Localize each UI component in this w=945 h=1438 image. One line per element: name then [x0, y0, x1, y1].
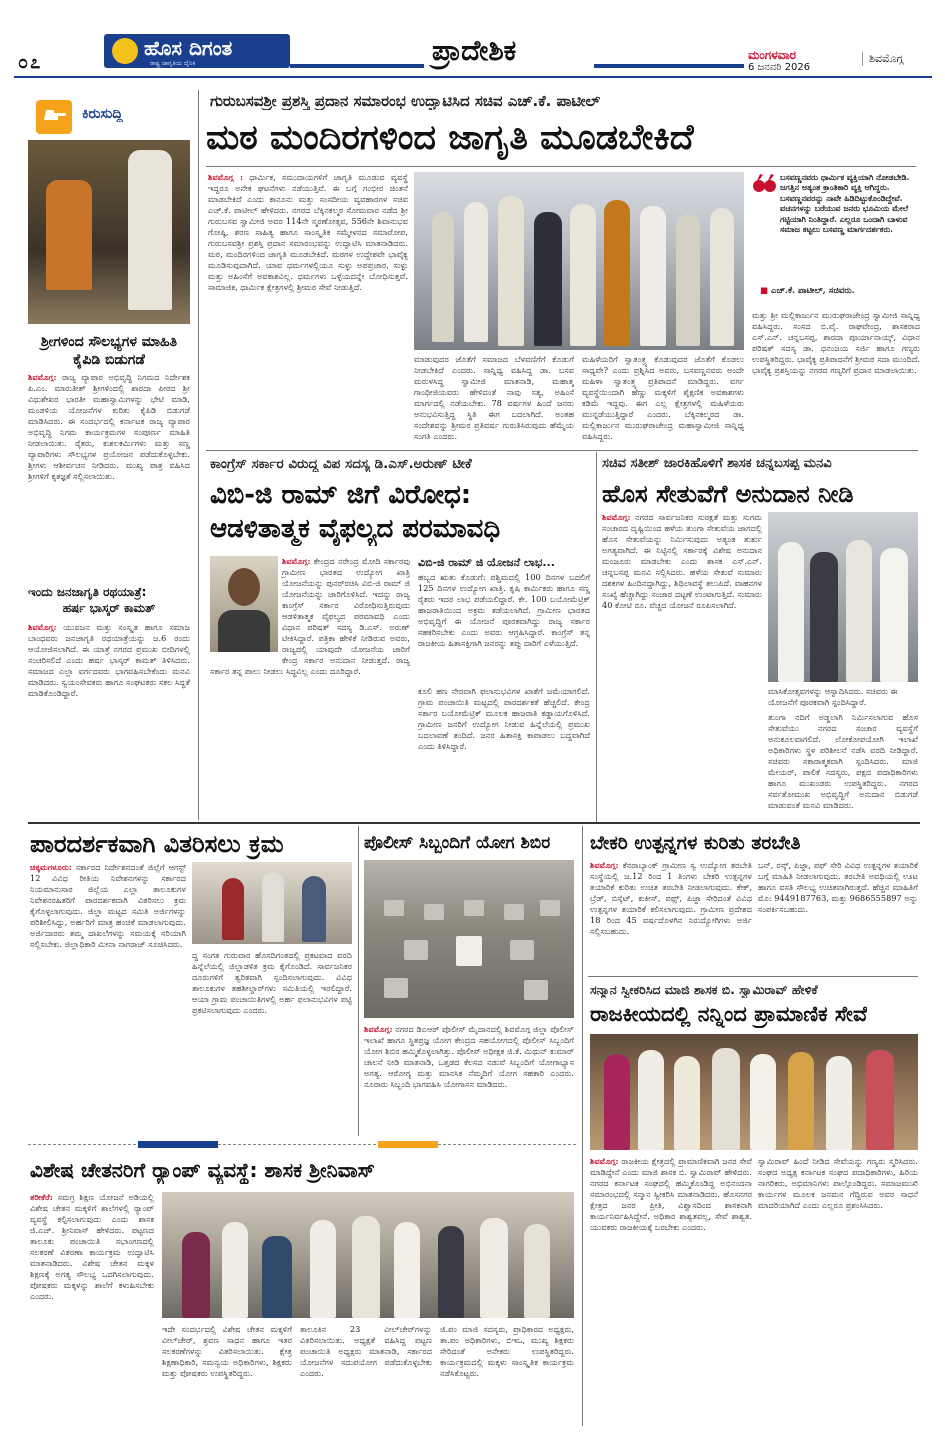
- column-rule: [198, 90, 199, 820]
- dateline: ಶಿವಮೊಗ್ಗ:: [590, 860, 619, 870]
- lead-col4: [752, 310, 920, 446]
- ramp-col2: [162, 1324, 292, 1428]
- swamirao-col2: [758, 1156, 918, 1428]
- column-rule: [358, 826, 359, 1136]
- story-text: ಕೇಂದ್ರದ ನರೇಂದ್ರ ಮೋದಿ ಸರ್ಕಾರವು ಗ್ರಾಮೀಣ ಭಾರತದ ಉದ್ಯೋಗ ಖಾತ್ರಿ ಯೋಜನೆಯನ್ನು ಪುನರ್‌ರಚಿಸಿ ವಿಬಿ-ಜಿ ರಾಮ್ ಜಿ ಯೋಜನೆಯನ್ನು ಜಾರಿಗೊಳಿಸಿದೆ. ಇದನ್ನು ರಾಜ್ಯ ಕಾಂಗ್ರೆಸ್ ಸರ್ಕಾರ ವಿರೋಧಿಸುತ್ತಿರುವುದು ಆಡಳಿತಾತ್ಮಕ ವೈಫಲ್ಯದ ಪರಮಾವಧಿ ಎಂದು ವಿಧಾನ ಪರಿಷತ್ ಸದಸ್ಯ ಡಿ.ಎಸ್. ಅರುಣ್ ಟೀಕಿಸಿದ್ದಾರೆ. ಪತ್ರಿಕಾ ಹೇಳಿಕೆ ನೀಡಿರುವ ಅವರು, ರಾಜ್ಯದಲ್ಲಿ ಯಾವುದೇ ಯೋಜನೆಯ ಜಾರಿಗೆ ಕೇಂದ್ರ ಸರ್ಕಾರ ಅನುದಾನ ನೀಡುತ್ತದೆ. ರಾಜ್ಯ ಸರ್ಕಾರ ತನ್ನ ಪಾಲು ನೀಡಲು ಸಿದ್ಧವಿಲ್ಲ ಎಂದು ದೂರಿದ್ದಾರೆ.: [210, 556, 410, 676]
- logo-emblem-icon: [112, 38, 138, 64]
- dateline: ಶಿವಮೊಗ್ಗ:: [590, 1156, 619, 1166]
- arun-kicker: ಕಾಂಗ್ರೆಸ್ ಸರ್ಕಾರ ವಿರುದ್ಧ ವಿಪ ಸದಸ್ಯ ಡಿ.ಎಸ್.ಅರುಣ್ ಟೀಕೆ: [210, 456, 472, 472]
- story-text: ಬನ್, ರಸ್ಕ್, ಪಿಜ್ಜಾ, ಪಫ್ ಸೇರಿ ವಿವಿಧ ಉತ್ಪನ್ನಗಳ ತಯಾರಿಕೆ ಬಗ್ಗೆ ಮಾಹಿತಿ ನೀಡಲಾಗುವುದು. ತರಬೇತಿ ಅವಧಿಯಲ್ಲಿ ಊಟ ಹಾಗೂ ವಸತಿ ಸೌಲಭ್ಯ ಉಚಿತವಾಗಿರುತ್ತದೆ. ಹೆಚ್ಚಿನ ಮಾಹಿತಿಗೆ ಮೊ: 9449187763, ಮತ್ತು 9686555897 ಅನ್ನು ಸಂಪರ್ಕಿಸಬಹುದು.: [758, 860, 918, 914]
- ramp-col3: [300, 1324, 432, 1428]
- story-text: ಸಮಗ್ರ ಶಿಕ್ಷಣ ಯೋಜನೆ ಅಡಿಯಲ್ಲಿ ವಿಶೇಷ ಚೇತನ ಮಕ್ಕಳಿಗೆ ಶಾಲೆಗಳಲ್ಲಿ ರ್‍ಯಾಂಪ್ ವ್ಯವಸ್ಥೆ ಕಲ್ಪಿಸಲಾಗುವುದು ಎಂದು ಶಾಸಕ ಜಿ.ಎಚ್. ಶ್ರೀನಿವಾಸ್ ಹೇಳಿದರು. ಪಟ್ಟಣದ ತಾಲೂಕು ಪಂಚಾಯಿತಿ ಸಭಾಂಗಣದಲ್ಲಿ ಸಲಕರಣೆ ವಿತರಣಾ ಕಾರ್ಯಕ್ರಮ ಉದ್ಘಾಟಿಸಿ ಮಾತನಾಡಿದರು. ವಿಶೇಷ ಚೇತನ ಮಕ್ಕಳ ಶಿಕ್ಷಣಕ್ಕೆ ಅಗತ್ಯ ಸೌಲಭ್ಯ ಒದಗಿಸಲಾಗುವುದು. ಪೋಷಕರು ಮಕ್ಕಳನ್ನು ಶಾಲೆಗೆ ಕಳುಹಿಸಬೇಕು ಎಂದರು.: [30, 1192, 154, 1301]
- headline-line: ಹರ್ಷ ಭಾಸ್ಕರ್ ಕಾಮತ್: [62, 601, 156, 615]
- kirusuddi-story1-body: [28, 372, 190, 578]
- lead-col1: [208, 172, 408, 442]
- column-rule: [596, 452, 597, 822]
- page-number: ೦೭: [18, 52, 43, 73]
- dateline: ಶಿವಮೊಗ್ಗ :: [208, 172, 243, 182]
- quote-author-text: ಎಚ್.ಕೆ. ಪಾಟೀಲ್, ಸಚಿವರು.: [771, 286, 855, 296]
- paradarshaka-col2: [192, 950, 352, 1132]
- satish-caption: ಮಾಸಿಕೋತ್ಸವಗಳನ್ನು ಆಸ್ವಾದಿಸಿದರು. ಸಚಿವರು ಈ ಯೋಜನೆಗೆ ಪೂರಕವಾಗಿ ಸ್ಪಂದಿಸಿದ್ದಾರೆ.: [768, 686, 898, 707]
- section-rule: [588, 976, 918, 977]
- dateline: ಶಿವಮೊಗ್ಗ:: [282, 556, 311, 566]
- paradarshaka-photo: [192, 862, 352, 944]
- column-rule: [582, 826, 583, 1426]
- logo-text: ಹೊಸ ದಿಗಂತ: [144, 36, 233, 60]
- ramp-col4: [440, 1324, 574, 1428]
- satish-col2: [768, 712, 918, 814]
- dateline: ಶಿವಮೊಗ್ಗ:: [602, 512, 631, 522]
- arun-col3: [418, 686, 590, 814]
- kirusuddi-story1-headline-text: ಶ್ರೀಗಳಿಂದ ಸೌಲಭ್ಯಗಳ ಮಾಹಿತಿ ಕೈಪಿಡಿ ಬಿಡುಗಡೆ: [40, 334, 178, 368]
- kirusuddi-icon-box: [36, 100, 72, 134]
- section-title: ಪ್ರಾದೇಶಿಕ: [432, 34, 517, 67]
- kirusuddi-story1-headline: [28, 333, 190, 369]
- arun-headline: [210, 478, 500, 546]
- swamirao-kicker: ಸನ್ಮಾನ ಸ್ವೀಕರಿಸಿದ ಮಾಜಿ ಶಾಸಕ ಬಿ. ಸ್ವಾಮಿರಾವ್ ಹೇಳಿಕೆ: [590, 982, 818, 997]
- headline-line: ವಿಬಿ-ಜಿ ರಾಮ್ ಜಿಗೆ ವಿರೋಧ:: [210, 480, 472, 510]
- story-text: ನಗರದ ಸಾರ್ವಜನಿಕರ ಸುರಕ್ಷತೆ ಮತ್ತು ಸುಗಮ ಸಂಚಾರದ ದೃಷ್ಟಿಯಿಂದ ಹಳೆಯ ತುಂಗಾ ಸೇತುವೆಯ ಜಾಗದಲ್ಲಿ ಹೊಸ ಸೇತುವೆಯನ್ನು ನಿರ್ಮಿಸುವುದು ಅತ್ಯಂತ ತುರ್ತು ಅಗತ್ಯವಾಗಿದೆ. ಈ ನಿಟ್ಟಿನಲ್ಲಿ ಸರ್ಕಾರಕ್ಕೆ ವಿಶೇಷ ಅನುದಾನ ಮಂಜೂರು ಮಾಡಬೇಕು ಎಂದು ಶಾಸಕ ಎಸ್.ಎನ್. ಚನ್ನಬಸಪ್ಪ ಮನವಿ ಸಲ್ಲಿಸಿದರು. ಹಳೆಯ ಸೇತುವೆ ಸುಮಾರು ದಶಕಗಳ ಹಿಂದಿನದ್ದಾಗಿದ್ದು, ಶಿಥಿಲಾವಸ್ಥೆ ತಲುಪಿದೆ. ವಾಹನಗಳ ಸಂಖ್ಯೆ ಹೆಚ್ಚಾಗಿದ್ದು ಸಂಚಾರ ದಟ್ಟಣೆ ಉಂಟಾಗುತ್ತಿದೆ. ಸುಮಾರು 40 ಕೋಟಿ ರೂ. ವೆಚ್ಚದ ಯೋಜನೆ ರೂಪಿಸಲಾಗಿದೆ.: [602, 512, 762, 610]
- story-text: ರಾಜಕೀಯ ಕ್ಷೇತ್ರದಲ್ಲಿ ಪ್ರಾಮಾಣಿಕವಾಗಿ ಜನರ ಸೇವೆ ಮಾಡಿದ್ದೇನೆ ಎಂದು ಮಾಜಿ ಶಾಸಕ ಬಿ. ಸ್ವಾಮಿರಾವ್ ಹೇಳಿದರು. ನಗರದ ಕರ್ನಾಟಕ ಸಂಘದಲ್ಲಿ ಹಮ್ಮಿಕೊಂಡಿದ್ದ ಅಭಿನಂದನಾ ಸಮಾರಂಭದಲ್ಲಿ ಸನ್ಮಾನ ಸ್ವೀಕರಿಸಿ ಮಾತನಾಡಿದರು. ಹೊಸನಗರ ಕ್ಷೇತ್ರದ ಜನರ ಪ್ರೀತಿ, ವಿಶ್ವಾಸದಿಂದ ಶಾಸಕನಾಗಿ ಕಾರ್ಯನಿರ್ವಹಿಸಿದ್ದೇನೆ. ಅಧಿಕಾರ ಶಾಶ್ವತವಲ್ಲ, ಸೇವೆ ಶಾಶ್ವತ. ಯುವಕರು ರಾಜಕೀಯಕ್ಕೆ ಬರಬೇಕು ಎಂದರು.: [590, 1156, 752, 1232]
- section-rule: [28, 822, 920, 824]
- dateline: ಶಿವಮೊಗ್ಗ:: [364, 1024, 393, 1034]
- arun-col2: [418, 572, 590, 682]
- logo-tagline: ರಾಷ್ಟ್ರ ಜಾಗೃತಿಯ ದೈನಿಕ: [150, 60, 196, 67]
- story-text: ಇದೇ ಸಂದರ್ಭದಲ್ಲಿ ವಿಶೇಷ ಚೇತನ ಮಕ್ಕಳಿಗೆ ವೀಲ್‌ಚೇರ್, ಶ್ರವಣ ಸಾಧನ ಹಾಗೂ ಇತರ ಸಲಕರಣೆಗಳನ್ನು ವಿತರಿಸಲಾಯಿತು. ಕ್ಷೇತ್ರ ಶಿಕ್ಷಣಾಧಿಕಾರಿ, ಸಮನ್ವಯ ಅಧಿಕಾರಿಗಳು, ಶಿಕ್ಷಕರು ಮತ್ತು ಪೋಷಕರು ಉಪಸ್ಥಿತರಿದ್ದರು.: [162, 1324, 292, 1378]
- quote-mark-icon: [752, 172, 776, 194]
- masthead-divider: [14, 76, 932, 78]
- lead-rule: [206, 166, 916, 167]
- story-text: ಮಾಡುವುದರ ಜೊತೆಗೆ ಸಮಾಜದ ಬೆಳವಣಿಗೆಗೆ ಕೊಡುಗೆ ನೀಡಬೇಕಿದೆ ಎಂದರು. ಸಾನ್ನಿಧ್ಯ ವಹಿಸಿದ್ದ ಡಾ. ಬಸವ ಮರುಳಸಿದ್ಧ ಸ್ವಾಮೀಜಿ ಮಾತನಾಡಿ, ಮಹಾತ್ಮ ಗಾಂಧೀಜಿಯವರು ಹೇಳಿದಂತೆ ನಾವು ಸತ್ಯ, ಅಹಿಂಸೆ ಮಾರ್ಗದಲ್ಲಿ ನಡೆಯಬೇಕು. 78 ವರ್ಷಗಳ ಹಿಂದೆ ಜನರು ಅನುಭವಿಸುತ್ತಿದ್ದ ಸ್ಥಿತಿ ಈಗ ಬದಲಾಗಿದೆ. ಅಂತಹ ಸಂದೇಶವನ್ನು ಶ್ರೀಮಠ ಪ್ರತಿವರ್ಷ ಗುರುತಿಸಿರುವುದು ಹೆಮ್ಮೆಯ ಸಂಗತಿ ಎಂದರು.: [414, 354, 574, 441]
- story-text: ರಾಜ್ಯ ವ್ಯಾಪಾರ ಅಭಿವೃದ್ಧಿ ನಿಗಮದ ನಿರ್ದೇಶಕ ಪಿ.ಎಂ. ಮಾರುತೀಶ್ ಶ್ರೀಗಳಿಂದಲ್ಲಿ ಶಾರದಾ ಪೀಠದ ಶ್ರೀ ವಿಧುಶೇಖರ ಭಾರತೀ ಮಹಾಸ್ವಾಮಿಗಳನ್ನು ಭೇಟಿ ಮಾಡಿ, ಮಂಡಳಿಯ ಯೋಜನೆಗಳ ಕುರಿತು ಕೈಪಿಡಿ ಬಿಡುಗಡೆ ಮಾಡಿಸಿದರು. ಈ ಸಂದರ್ಭದಲ್ಲಿ ಕರ್ನಾಟಕ ರಾಜ್ಯ ವ್ಯಾಪಾರ ಅಭಿವೃದ್ಧಿ ನಿಗಮ ಕಾರ್ಯಕ್ರಮಗಳ ಸಂಪೂರ್ಣ ಮಾಹಿತಿ ನೀಡಲಾಯಿತು. ರೈತರು, ಕುಶಲಕರ್ಮಿಗಳು ಮತ್ತು ಸಣ್ಣ ವ್ಯಾಪಾರಿಗಳು ಸೌಲಭ್ಯಗಳ ಪ್ರಯೋಜನ ಪಡೆದುಕೊಳ್ಳಬೇಕು. ಶ್ರೀಗಳು ಆಶೀರ್ವಚನ ನೀಡಿದರು. ಮುಖ್ಯ ಪಾತ್ರ ವಹಿಸಿದ ಶ್ರೀಗಳಿಗೆ ಕೃತಜ್ಞತೆ ಸಲ್ಲಿಸಲಾಯಿತು.: [28, 372, 190, 481]
- satish-col1: [602, 512, 762, 814]
- story-text: ಸರ್ಕಾರದ ನಿರ್ದೇಶನದಂತೆ ಜಿಲ್ಲೆಗೆ ಆಗಸ್ಟ್ 12 ವಿವಿಧ ರೀತಿಯ ನಿವೇಶನಗಳನ್ನು ಸರ್ಕಾರದ ನಿಯಮಾನುಸಾರ ಜಿಲ್ಲೆಯ ಎಲ್ಲಾ ತಾಲೂಕುಗಳ ನಿವೇಶನರಹಿತರಿಗೆ ಪಾರದರ್ಶಕವಾಗಿ ವಿತರಿಸಲು ಕ್ರಮ ಕೈಗೊಳ್ಳಲಾಗುವುದು. ಜಿಲ್ಲಾ ಮಟ್ಟದ ಸಮಿತಿ ಅರ್ಜಿಗಳನ್ನು ಪರಿಶೀಲಿಸಿದ್ದು, ಅರ್ಹರಿಗೆ ಮಾತ್ರ ಹಂಚಿಕೆ ಮಾಡಲಾಗುವುದು. ಅರ್ಜಿದಾರರು ತಮ್ಮ ದಾಖಲೆಗಳನ್ನು ಸಮಯಕ್ಕೆ ಸರಿಯಾಗಿ ಸಲ್ಲಿಸಬೇಕು. ಜಿಲ್ಲಾಧಿಕಾರಿ ಮೀನಾ ನಾಗರಾಜ್ ಸೂಚಿಸಿದರು.: [30, 862, 186, 949]
- dateline: ತರೀಕೆರೆ:: [30, 1192, 53, 1202]
- masthead-city: ಶಿವಮೊಗ್ಗ: [862, 52, 903, 66]
- ramp-top-band: [28, 1138, 576, 1152]
- bekari-headline: ಬೇಕರಿ ಉತ್ಪನ್ನಗಳ ಕುರಿತು ತರಬೇತಿ: [590, 832, 801, 854]
- story-text: ಧಾರ್ಮಿಕ, ಸಮುದಾಯಗಳಿಗೆ ಜಾಗೃತಿ ಮೂಡುವ ವ್ಯವಸ್ಥೆ ಇದ್ದರೂ ಅನೇಕ ಘಟನೆಗಳು ನಡೆಯುತ್ತಿವೆ. ಈ ಬಗ್ಗೆ ಗಂಭೀರ ಚಿಂತನೆ ಮಾಡಬೇಕಿದೆ ಎಂದು ಕಾನೂನು ಮತ್ತು ಸಂಸದೀಯ ವ್ಯವಹಾರಗಳ ಸಚಿವ ಎಚ್.ಕೆ. ಪಾಟೀಲ್ ಹೇಳಿದರು. ನಗರದ ಬೆಕ್ಕಿನಕಲ್ಮಠ ಸೋಮವಾರ ನಡೆದ ಶ್ರೀ ಗುರುಬಸವ ಸ್ವಾಮೀಜಿ ಅವರ 114ನೇ ಸ್ಮರಣೋತ್ಸವ, 556ನೇ ಶಿವಾನುಭವ ಗೋಷ್ಠಿ, ಶರಣ ಸಾಹಿತ್ಯ ಹಾಗೂ ಸಾಂಸ್ಕೃತಿಕ ಸಮ್ಮೇಳನದ ಸಮಾರೋಪ, ಗುರುಬಸವಶ್ರೀ ಪ್ರಶಸ್ತಿ ಪ್ರದಾನ ಸಮಾರಂಭವನ್ನು ಉದ್ಘಾಟಿಸಿ ಮಾತನಾಡಿದರು. ಮಠ, ಮಂದಿರಗಳಿಂದ ಜಾಗೃತಿ ಮೂಡಬೇಕಿದೆ. ಮಠಗಳ ಉದ್ದೇಶವೇ ಭಾವೈಕ್ಯ ಮೂಡಿಸುವುದಾಗಿದೆ. ಯಾವ ಧರ್ಮಗಳಲ್ಲಿಯೂ ಸುಳ್ಳು ಅಪಪ್ರಚಾರ, ಸುಳ್ಳು ಮತ್ತು ಅಹಿಂಸೆಗೆ ಅವಕಾಶವಿಲ್ಲ. ಧರ್ಮಗಳು ಒಳ್ಳೆಯದನ್ನೇ ಬೋಧಿಸುತ್ತವೆ. ಸಾಮಾಜಿಕ, ಧಾರ್ಮಿಕ ಕ್ಷೇತ್ರಗಳಲ್ಲಿ ಶ್ರೀಮಠ ಸೇವೆ ನೀಡುತ್ತಿದೆ.: [208, 172, 408, 292]
- lead-photo: [414, 172, 744, 350]
- story-text: ನಗರದ ಡಿಎಆರ್ ಪೊಲೀಸ್ ಮೈದಾನದಲ್ಲಿ ಶಿವಮೊಗ್ಗ ಜಿಲ್ಲಾ ಪೊಲೀಸ್ ಇಲಾಖೆ ಹಾಗೂ ಸ್ಥಿತಪ್ರಜ್ಞ ಯೋಗ ಕೇಂದ್ರದ ಸಹಯೋಗದಲ್ಲಿ ಪೊಲೀಸ್ ಸಿಬ್ಬಂದಿಗೆ ಯೋಗ ಶಿಬಿರ ಹಮ್ಮಿಕೊಳ್ಳಲಾಗಿತ್ತು. ಪೊಲೀಸ್ ಅಧೀಕ್ಷಕ ಜಿ.ಕೆ. ಮಿಥುನ್ ಕುಮಾರ್ ಚಾಲನೆ ನೀಡಿ ಮಾತನಾಡಿ, ಒತ್ತಡದ ಕೆಲಸದ ನಡುವೆ ಸಿಬ್ಬಂದಿಗೆ ಯೋಗಾಭ್ಯಾಸ ಅಗತ್ಯ. ಆರೋಗ್ಯ ಮತ್ತು ಮಾನಸಿಕ ನೆಮ್ಮದಿಗೆ ಯೋಗ ಸಹಕಾರಿ ಎಂದರು. ನೂರಾರು ಸಿಬ್ಬಂದಿ ಭಾಗವಹಿಸಿ ಯೋಗಾಸನ ಮಾಡಿದರು.: [364, 1024, 574, 1089]
- quote-author: ■ ಎಚ್.ಕೆ. ಪಾಟೀಲ್, ಸಚಿವರು.: [760, 286, 855, 296]
- masthead-rule: [290, 64, 424, 68]
- story-text: ಜಿ.ಪಂ ಮಾಜಿ ಸದಸ್ಯರು, ಪ್ರಾಧಿಕಾರದ ಅಧ್ಯಕ್ಷರು, ತಾ.ಪಂ ಅಧಿಕಾರಿಗಳು, ಬಿಇಒ, ಮುಖ್ಯ ಶಿಕ್ಷಕರು ಸೇರಿದಂತೆ ಅನೇಕರು ಉಪಸ್ಥಿತರಿದ್ದರು. ಕಾರ್ಯಕ್ರಮದಲ್ಲಿ ಮಕ್ಕಳು ಸಾಂಸ್ಕೃತಿಕ ಕಾರ್ಯಕ್ರಮ ನಡೆಸಿಕೊಟ್ಟರು.: [440, 1324, 574, 1378]
- quote-text: ಬಸವಣ್ಣನವರು ಧಾರ್ಮಿಕ ವ್ಯಕ್ತಿಯಾಗಿ ನೋಡಬೇಡಿ. ಜಗತ್ತಿನ ಅತ್ಯಂತ ಕ್ರಾಂತಿಕಾರಿ ವ್ಯಕ್ತಿ ಆಗಿದ್ದರು. ಬಸವಣ್ಣನವರನ್ನು ನಾವೇ ಹಿಡಿದಿಟ್ಟುಕೊಂಡಿದ್ದೇವೆ. ವಚನಗಳನ್ನು ಬರೆಯುವ ಜನರು ಭೂಮಿಯ ಮೇಲೆ ಗಟ್ಟಿಯಾಗಿ ನಿಂತಿದ್ದಾರೆ. ಎಲ್ಲರೂ ಒಂದಾಗಿ ಬಾಳುವ ಸಮಾಜ ಕಟ್ಟಲು ಬಸವಣ್ಣ ಮಾರ್ಗದರ್ಶಕರು.: [780, 172, 910, 235]
- bekari-col2: [758, 860, 918, 972]
- dateline: ಶಿವಮೊಗ್ಗ:: [28, 372, 57, 382]
- kirusuddi-story2-headline: [28, 584, 190, 616]
- ramp-col1: [30, 1192, 154, 1428]
- headline-line: ಆಡಳಿತಾತ್ಮಕ ವೈಫಲ್ಯದ ಪರಮಾವಧಿ: [210, 514, 501, 544]
- satish-headline: ಹೊಸ ಸೇತುವೆಗೆ ಅನುದಾನ ನೀಡಿ: [602, 480, 854, 508]
- story-text: ತಾಲೂಕಿನ 23 ವೀಲ್‌ಚೇರ್‌ಗಳನ್ನು ವಿತರಿಸಲಾಯಿತು. ಅಧ್ಯಕ್ಷತೆ ವಹಿಸಿದ್ದ ಪಟ್ಟಣ ಪಂಚಾಯಿತಿ ಅಧ್ಯಕ್ಷರು ಮಾತನಾಡಿ, ಸರ್ಕಾರದ ಯೋಜನೆಗಳ ಸದುಪಯೋಗ ಪಡೆದುಕೊಳ್ಳಬೇಕು ಎಂದರು.: [300, 1324, 432, 1378]
- headline-line: ಇಂದು ಜನಜಾಗೃತಿ ರಥಯಾತ್ರೆ:: [28, 585, 147, 599]
- lead-col3: [582, 354, 744, 446]
- arun-col2-head: ವಿಬಿ-ಜಿ ರಾಮ್ ಜಿ ಯೋಜನೆ ಲಾಭ...: [418, 556, 555, 569]
- kirusuddi-photo: [28, 140, 190, 324]
- satish-photo: [768, 512, 918, 682]
- story-text: ಮತ್ತು ಶ್ರೀ ಮಲ್ಲಿಕಾರ್ಜುನ ಮುರುಘರಾಜೇಂದ್ರ ಸ್ವಾಮೀಜಿ ಸಾನ್ನಿಧ್ಯ ವಹಿಸಿದ್ದರು. ಸಂಸದ ಬಿ.ವೈ. ರಾಘವೇಂದ್ರ, ಶಾಸಕರಾದ ಎಸ್.ಎನ್. ಚನ್ನಬಸಪ್ಪ, ಶಾರದಾ ಪೂರ್ಯಾನಾಯ್ಕ್, ವಿಧಾನ ಪರಿಷತ್ ಸದಸ್ಯ ಡಾ. ಧನಂಜಯ ಸರ್ಜಿ ಹಾಗೂ ಗಣ್ಯರು ಉಪಸ್ಥಿತರಿದ್ದರು. ಭಾವೈಕ್ಯ ಪ್ರತಿಪಾದನೆಗೆ ಶ್ರೀಮಠ ಸದಾ ಮುಂದಿದೆ. ಭಾವೈಕ್ಯ ಪ್ರಶಸ್ತಿಯನ್ನು ನಗರದ ಗಣ್ಯರಿಗೆ ಪ್ರದಾನ ಮಾಡಲಾಯಿತು.: [752, 310, 920, 375]
- kirusuddi-label: ಕಿರುಸುದ್ದಿ: [82, 106, 123, 122]
- paradarshaka-col1: [30, 862, 186, 1132]
- lead-kicker: ಗುರುಬಸವಶ್ರೀ ಪ್ರಶಸ್ತಿ ಪ್ರದಾನ ಸಮಾರಂಭ ಉದ್ಘಾಟಿಸಿದ ಸಚಿವ ಎಚ್.ಕೆ. ಪಾಟೀಲ್: [210, 92, 601, 110]
- kirusuddi-story2-body: [28, 622, 190, 818]
- arun-col1: [210, 556, 410, 814]
- section-rule: [206, 450, 918, 451]
- satish-kicker: ಸಚಿವ ಸತೀಶ್ ಜಾರಕಿಹೊಳಿಗೆ ಶಾಸಕ ಚನ್ನಬಸಪ್ಪ ಮನವಿ: [602, 456, 832, 471]
- swamirao-headline: ರಾಜಕೀಯದಲ್ಲಿ ನನ್ನಿಂದ ಪ್ರಾಮಾಣಿಕ ಸೇವೆ: [590, 1002, 868, 1026]
- dateline: ಚಿಕ್ಕಮಗಳೂರು:: [30, 862, 72, 872]
- masthead-date: 6 ಜನವರಿ 2026: [748, 62, 811, 73]
- story-text: ಹಬ್ಬದ ಋತು ಕೊಡುಗೆ: ಪಶ್ಚಿಮದಲ್ಲಿ 100 ದಿನಗಳ ಬದಲಿಗೆ 125 ದಿನಗಳ ಉದ್ಯೋಗ ಖಾತ್ರಿ. ಕೃಷಿ ಕಾರ್ಮಿಕರು ಹಾಗೂ ಸಣ್ಣ ರೈತರು ಇದರ ಲಾಭ ಪಡೆಯಲಿದ್ದಾರೆ. ಕೇ. 100 ಬಯೋಮೆಟ್ರಿಕ್ ಹಾಜರಾತಿಯಿಂದ ಅಕ್ರಮ ತಡೆಯಲಾಗಿದೆ. ಗ್ರಾಮೀಣ ಭಾರತದ ಅಭಿವೃದ್ಧಿಗೆ ಈ ಯೋಜನೆ ಪೂರಕವಾಗಿದ್ದು ರಾಜ್ಯ ಸರ್ಕಾರ ಸಹಕರಿಸಬೇಕು ಎಂದು ಅವರು ಆಗ್ರಹಿಸಿದ್ದಾರೆ. ಕಾಂಗ್ರೆಸ್ ತನ್ನ ರಾಜಕೀಯ ಹಿತಾಸಕ್ತಿಗಾಗಿ ಜನರನ್ನು ತಪ್ಪು ದಾರಿಗೆ ಎಳೆಯುತ್ತಿದೆ.: [418, 572, 590, 648]
- lead-quote-box: [752, 172, 920, 304]
- lead-col2: [414, 354, 574, 446]
- yoga-headline: ಪೊಲೀಸ್ ಸಿಬ್ಬಂದಿಗೆ ಯೋಗ ಶಿಬಿರ: [364, 833, 551, 853]
- masthead-rule: [594, 64, 744, 68]
- story-text: ಮಹಿಳೆಯರಿಗೆ ಸ್ವಾತಂತ್ರ್ಯ ಕೊಡುವುದರ ಜೊತೆಗೆ ಕೊಡಲು ಸಾಧ್ಯವೇ? ಎಂದು ಪ್ರಶ್ನಿಸಿದ ಅವರು, ಬಸವಣ್ಣನವರು ಅಂದೇ ಮಹಿಳಾ ಸ್ವಾತಂತ್ರ್ಯ ಪ್ರತಿಪಾದನೆ ಮಾಡಿದ್ದರು. ವರ್ಗ ವ್ಯವಸ್ಥೆಯಿಂದಾಗಿ ಹೆಣ್ಣು ಮಕ್ಕಳಿಗೆ ಶೈಕ್ಷಣಿಕ ಅವಕಾಶಗಳು ಕಡಿಮೆ ಇದ್ದವು. ಈಗ ಎಲ್ಲ ಕ್ಷೇತ್ರಗಳಲ್ಲಿ ಮಹಿಳೆಯರು ಮುನ್ನಡೆಯುತ್ತಿದ್ದಾರೆ ಎಂದರು. ಬೆಕ್ಕಿನಕಲ್ಮಠದ ಡಾ. ಮಲ್ಲಿಕಾರ್ಜುನ ಮುರುಘರಾಜೇಂದ್ರ ಮಹಾಸ್ವಾಮೀಜಿ ಸಾನ್ನಿಧ್ಯ ವಹಿಸಿದ್ದರು.: [582, 354, 744, 441]
- swamirao-photo: [590, 1034, 918, 1150]
- story-text: ಯುವಜನ ಮತ್ತು ಸಂಸ್ಕೃತ ಹಾಗೂ ಸಮಾಜ ಬಾಂಧವರು ಜನಜಾಗೃತಿ ರಥಯಾತ್ರೆಯನ್ನು ಜ.6 ರಂದು ಆಯೋಜಿಸಲಾಗಿದೆ. ಈ ಯಾತ್ರೆ ನಗರದ ಪ್ರಮುಖ ಬೀದಿಗಳಲ್ಲಿ ಸಂಚರಿಸಲಿದೆ ಎಂದು ಹರ್ಷ ಭಾಸ್ಕರ್ ಕಾಮತ್ ತಿಳಿಸಿದರು. ಸಮಾಜದ ಎಲ್ಲಾ ವರ್ಗದವರು ಭಾಗವಹಿಸಬೇಕೆಂದು ಮನವಿ ಮಾಡಿದರು. ಸ್ವಯಂಸೇವಕರು ಹಾಗೂ ಸಂಘಟಕರು ಸಕಲ ಸಿದ್ಧತೆ ಮಾಡಿಕೊಂಡಿದ್ದಾರೆ.: [28, 622, 190, 698]
- yoga-body: [364, 1024, 574, 1134]
- dateline: ಶಿವಮೊಗ್ಗ:: [28, 622, 57, 632]
- masthead-day: ಮಂಗಳವಾರ: [748, 48, 797, 62]
- story-text: ತುಂಗಾ ನದಿಗೆ ಅಡ್ಡಲಾಗಿ ನಿರ್ಮಿಸಲಾಗುವ ಹೊಸ ಸೇತುವೆಯು ನಗರದ ಸಂಚಾರ ವ್ಯವಸ್ಥೆಗೆ ಅನುಕೂಲವಾಗಲಿದೆ. ಲೋಕೋಪಯೋಗಿ ಇಲಾಖೆ ಅಧಿಕಾರಿಗಳು ಸ್ಥಳ ಪರಿಶೀಲನೆ ನಡೆಸಿ ವರದಿ ನೀಡಿದ್ದಾರೆ. ಸಚಿವರು ಸಕಾರಾತ್ಮಕವಾಗಿ ಸ್ಪಂದಿಸಿದರು. ಮಾಜಿ ಮೇಯರ್, ಪಾಲಿಕೆ ಸದಸ್ಯರು, ಪಕ್ಷದ ಪದಾಧಿಕಾರಿಗಳು ಹಾಗೂ ಮುಖಂಡರು ಉಪಸ್ಥಿತರಿದ್ದರು. ನಗರದ ಸರ್ವತೋಮುಖ ಅಭಿವೃದ್ಧಿಗೆ ಅನುದಾನ ಬಿಡುಗಡೆ ಮಾಡುವಂತೆ ಮನವಿ ಮಾಡಿದರು.: [768, 712, 918, 810]
- story-text: ಸ್ವಾಮಿರಾವ್ ಹಿಂದೆ ನೀಡಿದ ಸೇವೆಯನ್ನು ಗಣ್ಯರು ಸ್ಮರಿಸಿದರು. ಸಂಘದ ಅಧ್ಯಕ್ಷ ಕರ್ನಾಟಕ ಸಂಘದ ಪದಾಧಿಕಾರಿಗಳು, ಹಿರಿಯ ನಾಗರಿಕರು, ಅಭಿಮಾನಿಗಳು ಪಾಲ್ಗೊಂಡಿದ್ದರು. ಸಮಾಜಮುಖಿ ಕಾರ್ಯಗಳ ಮೂಲಕ ಜನಮನ ಗೆದ್ದಿರುವ ಅವರ ಸಾಧನೆ ಮಾದರಿಯಾಗಿದೆ ಎಂದು ಎಲ್ಲರೂ ಪ್ರಶಂಸಿಸಿದರು.: [758, 1156, 918, 1210]
- story-text: ಕೆನರಾಬ್ಯಾಂಕ್ ಗ್ರಾಮೀಣ ಸ್ವ ಉದ್ಯೋಗ ತರಬೇತಿ ಸಂಸ್ಥೆಯಲ್ಲಿ ಜ.12 ರಿಂದ 1 ತಿಂಗಳು ಬೇಕರಿ ಉತ್ಪನ್ನಗಳ ತಯಾರಿಕೆ ಕುರಿತು ಉಚಿತ ತರಬೇತಿ ನೀಡಲಾಗುವುದು. ಕೇಕ್, ಬ್ರೆಡ್, ಬಿಸ್ಕೆಟ್, ಕುಕೀಸ್, ಪಫ್ಸ್, ಪಿಜ್ಜಾ ಸೇರಿದಂತೆ ವಿವಿಧ ಉತ್ಪನ್ನಗಳ ತಯಾರಿಕೆ ಕಲಿಸಲಾಗುವುದು. ಗ್ರಾಮೀಣ ಪ್ರದೇಶದ 18 ರಿಂದ 45 ವರ್ಷದೊಳಗಿನ ನಿರುದ್ಯೋಗಿಗಳು ಅರ್ಜಿ ಸಲ್ಲಿಸಬಹುದು.: [590, 860, 752, 936]
- yoga-photo: [364, 860, 574, 1018]
- ramp-headline: ವಿಶೇಷ ಚೇತನರಿಗೆ ರ್‍ಯಾಂಪ್ ವ್ಯವಸ್ಥೆ: ಶಾಸಕ ಶ್ರೀನಿವಾಸ್: [30, 1158, 375, 1182]
- story-text: ಕೂಲಿ ಹಣ ನೇರವಾಗಿ ಫಲಾನುಭವಿಗಳ ಖಾತೆಗೆ ಜಮೆಯಾಗಲಿದೆ. ಗ್ರಾಮ ಪಂಚಾಯಿತಿ ಮಟ್ಟದಲ್ಲಿ ಪಾರದರ್ಶಕತೆ ಹೆಚ್ಚಲಿದೆ. ಕೇಂದ್ರ ಸರ್ಕಾರ ಬಯೋಮೆಟ್ರಿಕ್ ಮೂಲಕ ಹಾಜರಾತಿ ಕಡ್ಡಾಯಗೊಳಿಸಿದೆ. ಗ್ರಾಮೀಣ ಜನರಿಗೆ ಉದ್ಯೋಗ ನೀಡುವ ಹಿನ್ನೆಲೆಯಲ್ಲಿ ಪ್ರಮುಖ ಬದಲಾವಣೆ ತಂದಿದೆ. ಜನರ ಹಿತಾಸಕ್ತಿ ಕಾಪಾಡಲು ಬದ್ಧವಾಗಿದೆ ಎಂದು ತಿಳಿಸಿದ್ದಾರೆ.: [418, 686, 590, 751]
- bekari-col1: [590, 860, 752, 972]
- story-text: ದ್ದ ಸಂಗತ ಗುರುವಾರ ಹೊಸದಿಗಂತದಲ್ಲಿ ಪ್ರಕಟವಾದ ವರದಿ ಹಿನ್ನೆಲೆಯಲ್ಲಿ ಜಿಲ್ಲಾಡಳಿತ ಕ್ರಮ ಕೈಗೊಂಡಿದೆ. ಸಾರ್ವಜನಿಕರ ದೂರುಗಳಿಗೆ ತ್ವರಿತವಾಗಿ ಸ್ಪಂದಿಸಲಾಗುವುದು. ವಿವಿಧ ತಾಲೂಕುಗಳ ತಹಶೀಲ್ದಾರ್‌ಗಳು ಸಮಿತಿಯಲ್ಲಿ ಇರಲಿದ್ದಾರೆ. ಆಯಾ ಗ್ರಾಮ ಪಂಚಾಯಿತಿಗಳಲ್ಲಿ ಅರ್ಹ ಫಲಾನುಭವಿಗಳ ಪಟ್ಟಿ ಪ್ರಕಟಿಸಲಾಗುವುದು ಎಂದರು.: [192, 950, 352, 1015]
- pointing-hand-icon: [36, 100, 72, 134]
- lead-headline: ಮಠ ಮಂದಿರಗಳಿಂದ ಜಾಗೃತಿ ಮೂಡಬೇಕಿದೆ: [206, 118, 694, 158]
- ramp-photo: [162, 1192, 574, 1318]
- paradarshaka-headline: ಪಾರದರ್ಶಕವಾಗಿ ವಿತರಿಸಲು ಕ್ರಮ: [30, 830, 284, 858]
- swamirao-col1: [590, 1156, 752, 1428]
